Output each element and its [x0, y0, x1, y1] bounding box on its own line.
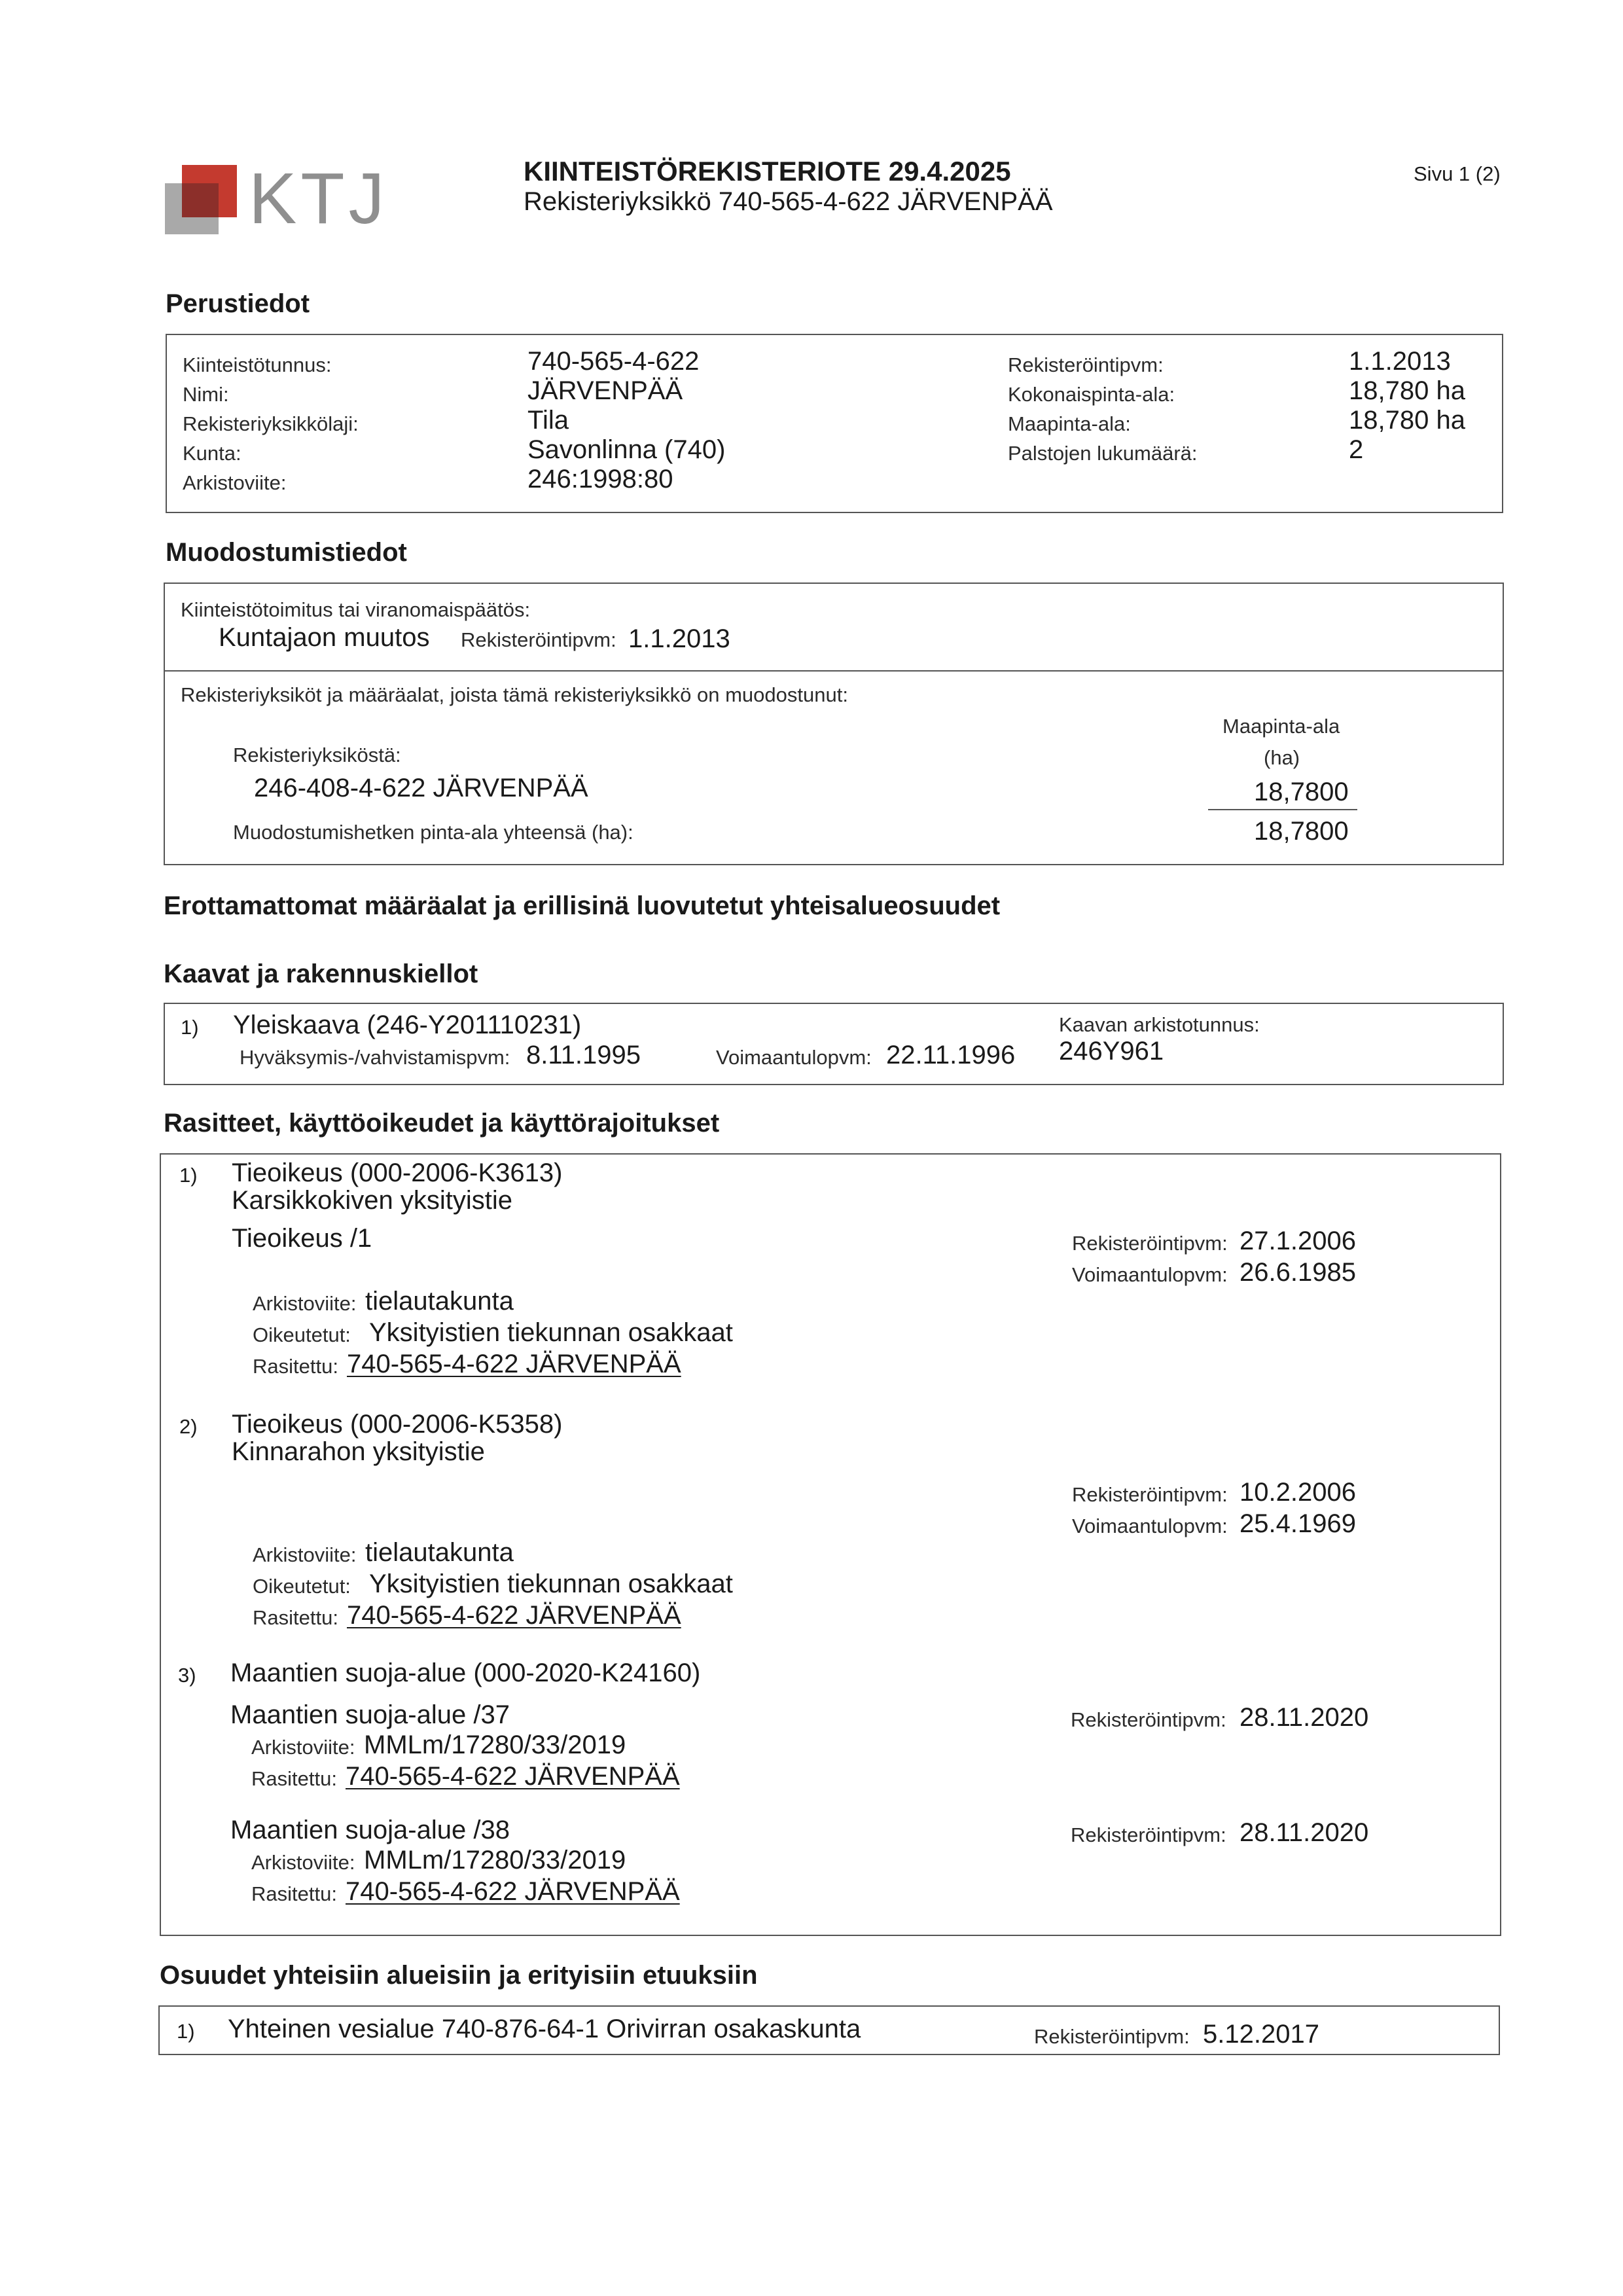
rasite-sub: Maantien suoja-alue /37	[230, 1700, 510, 1729]
logo-text: KTJ	[249, 158, 389, 239]
rasite-ras-link[interactable]: 740-565-4-622 JÄRVENPÄÄ	[346, 1877, 680, 1906]
field-label: Kokonaispinta-ala:	[1008, 383, 1175, 406]
kaava-approval-label: Hyväksymis-/vahvistamispvm:	[240, 1046, 510, 1069]
rasite-arch-value: tielautakunta	[365, 1287, 514, 1316]
from-value: 246-408-4-622 JÄRVENPÄÄ	[254, 774, 588, 802]
rasite-rek-label: Rekisteröintipvm:	[1071, 1708, 1226, 1731]
rasite-rek-value: 28.11.2020	[1240, 1818, 1369, 1847]
osuus-num: 1)	[177, 2020, 195, 2043]
field-label: Arkistoviite:	[183, 471, 287, 494]
rasite-ras-label: Rasitettu:	[253, 1606, 338, 1629]
rasite-num: 2)	[179, 1415, 198, 1438]
total-label: Muodostumishetken pinta-ala yhteensä (ha):	[233, 821, 633, 844]
field-value: 18,780 ha	[1349, 406, 1465, 435]
rasite-subtitle: Kinnarahon yksityistie	[232, 1437, 485, 1466]
field-label: Kiinteistötunnus:	[183, 353, 332, 376]
rasite-ras-link[interactable]: 740-565-4-622 JÄRVENPÄÄ	[347, 1350, 681, 1378]
origin-label: Rekisteriyksiköt ja määräalat, joista tämä rekisteriyksikkö on muodostunut:	[181, 683, 848, 706]
osuus-rek-label: Rekisteröintipvm:	[1034, 2025, 1190, 2048]
rasite-oik-label: Oikeutetut:	[253, 1323, 351, 1346]
rasite-num: 1)	[179, 1164, 198, 1187]
document-subtitle: Rekisteriyksikkö 740-565-4-622 JÄRVENPÄÄ	[524, 187, 1053, 216]
rasite-arch-value: tielautakunta	[365, 1538, 514, 1567]
field-label: Maapinta-ala:	[1008, 412, 1131, 435]
osuus-rek-value: 5.12.2017	[1203, 2020, 1319, 2049]
rasite-rek-value: 27.1.2006	[1240, 1227, 1356, 1255]
logo-mark-icon	[165, 152, 243, 237]
rasite-arch-value: MMLm/17280/33/2019	[364, 1846, 626, 1874]
field-value: JÄRVENPÄÄ	[527, 376, 683, 405]
rasite-title: Tieoikeus (000-2006-K3613)	[232, 1158, 563, 1187]
osuus-value: Yhteinen vesialue 740-876-64-1 Orivirran osakaskunta	[228, 2015, 861, 2043]
muodostumistiedot-box	[164, 583, 1504, 865]
field-label: Palstojen lukumäärä:	[1008, 442, 1198, 465]
rasite-oik-label: Oikeutetut:	[253, 1575, 351, 1598]
kaavat-heading: Kaavat ja rakennuskiellot	[164, 960, 478, 988]
kaavat-box	[164, 1003, 1504, 1085]
rasite-sub: Tieoikeus /1	[232, 1224, 372, 1253]
kaava-archive-label: Kaavan arkistotunnus:	[1059, 1013, 1260, 1036]
rasite-ras-label: Rasitettu:	[251, 1767, 337, 1790]
rasite-rek-label: Rekisteröintipvm:	[1072, 1232, 1228, 1255]
from-label: Rekisteriyksiköstä:	[233, 744, 401, 766]
toimitus-rek-label: Rekisteröintipvm:	[461, 628, 616, 651]
rasite-title: Maantien suoja-alue (000-2020-K24160)	[230, 1659, 701, 1687]
rasite-arch-label: Arkistoviite:	[251, 1851, 355, 1874]
from-area: 18,7800	[1254, 778, 1349, 806]
muodostumistiedot-heading: Muodostumistiedot	[166, 538, 407, 567]
rasite-title: Tieoikeus (000-2006-K5358)	[232, 1410, 563, 1439]
toimitus-label: Kiinteistötoimitus tai viranomaispäätös:	[181, 598, 531, 621]
field-value: 1.1.2013	[1349, 347, 1451, 376]
rasite-ras-link[interactable]: 740-565-4-622 JÄRVENPÄÄ	[346, 1762, 680, 1791]
rasite-oik-value: Yksityistien tiekunnan osakkaat	[369, 1318, 733, 1347]
rasite-voim-label: Voimaantulopvm:	[1072, 1515, 1228, 1537]
page-number: Sivu 1 (2)	[1414, 162, 1501, 185]
field-value: 740-565-4-622	[527, 347, 700, 376]
kaava-archive-value: 246Y961	[1059, 1037, 1164, 1066]
rasite-oik-value: Yksityistien tiekunnan osakkaat	[369, 1570, 733, 1598]
rasite-arch-label: Arkistoviite:	[253, 1543, 357, 1566]
field-label: Rekisteriyksikkölaji:	[183, 412, 359, 435]
field-label: Nimi:	[183, 383, 229, 406]
erottamattomat-heading: Erottamattomat määräalat ja erillisinä luovutetut yhteisalueosuudet	[164, 891, 1001, 920]
area-col-header: Maapinta-ala	[1222, 715, 1340, 738]
rasite-arch-label: Arkistoviite:	[253, 1292, 357, 1315]
divider	[165, 670, 1503, 672]
rasite-sub: Maantien suoja-alue /38	[230, 1816, 510, 1844]
perustiedot-heading: Perustiedot	[166, 289, 310, 318]
field-value: 18,780 ha	[1349, 376, 1465, 405]
field-value: Tila	[527, 406, 569, 435]
ktj-logo	[165, 152, 389, 239]
rasite-rek-value: 10.2.2006	[1240, 1478, 1356, 1507]
rasite-rek-label: Rekisteröintipvm:	[1072, 1483, 1228, 1506]
rasite-ras-label: Rasitettu:	[253, 1355, 338, 1378]
toimitus-value: Kuntajaon muutos	[219, 623, 430, 652]
toimitus-rek-value: 1.1.2013	[628, 624, 730, 653]
kaava-effective-label: Voimaantulopvm:	[716, 1046, 872, 1069]
area-col-unit: (ha)	[1264, 746, 1300, 769]
field-value: Savonlinna (740)	[527, 435, 726, 464]
rasite-arch-value: MMLm/17280/33/2019	[364, 1731, 626, 1759]
rasite-voim-label: Voimaantulopvm:	[1072, 1263, 1228, 1286]
field-label: Rekisteröintipvm:	[1008, 353, 1164, 376]
field-value: 246:1998:80	[527, 465, 673, 493]
area-underline	[1208, 809, 1357, 810]
kaava-num: 1)	[181, 1016, 199, 1039]
rasite-ras-label: Rasitettu:	[251, 1882, 337, 1905]
rasite-voim-value: 25.4.1969	[1240, 1509, 1356, 1538]
rasite-subtitle: Karsikkokiven yksityistie	[232, 1186, 513, 1215]
field-value: 2	[1349, 435, 1364, 464]
rasite-rek-value: 28.11.2020	[1240, 1703, 1369, 1732]
document-title: KIINTEISTÖREKISTERIOTE 29.4.2025	[524, 156, 1011, 187]
rasitteet-heading: Rasitteet, käyttöoikeudet ja käyttörajoitukset	[164, 1109, 720, 1138]
perustiedot-box	[166, 334, 1503, 513]
kaava-effective-value: 22.11.1996	[886, 1041, 1016, 1069]
rasite-num: 3)	[178, 1664, 196, 1687]
rasite-voim-value: 26.6.1985	[1240, 1258, 1356, 1287]
field-label: Kunta:	[183, 442, 241, 465]
rasite-ras-link[interactable]: 740-565-4-622 JÄRVENPÄÄ	[347, 1601, 681, 1630]
kaava-approval-value: 8.11.1995	[526, 1041, 641, 1069]
rasite-arch-label: Arkistoviite:	[251, 1736, 355, 1759]
rasite-rek-label: Rekisteröintipvm:	[1071, 1823, 1226, 1846]
osuudet-box	[158, 2005, 1500, 2055]
total-value: 18,7800	[1254, 817, 1349, 846]
osuudet-heading: Osuudet yhteisiin alueisiin ja erityisiin etuuksiin	[160, 1961, 758, 1990]
kaava-title: Yleiskaava (246-Y201110231)	[233, 1011, 582, 1039]
rasitteet-box	[160, 1153, 1501, 1936]
